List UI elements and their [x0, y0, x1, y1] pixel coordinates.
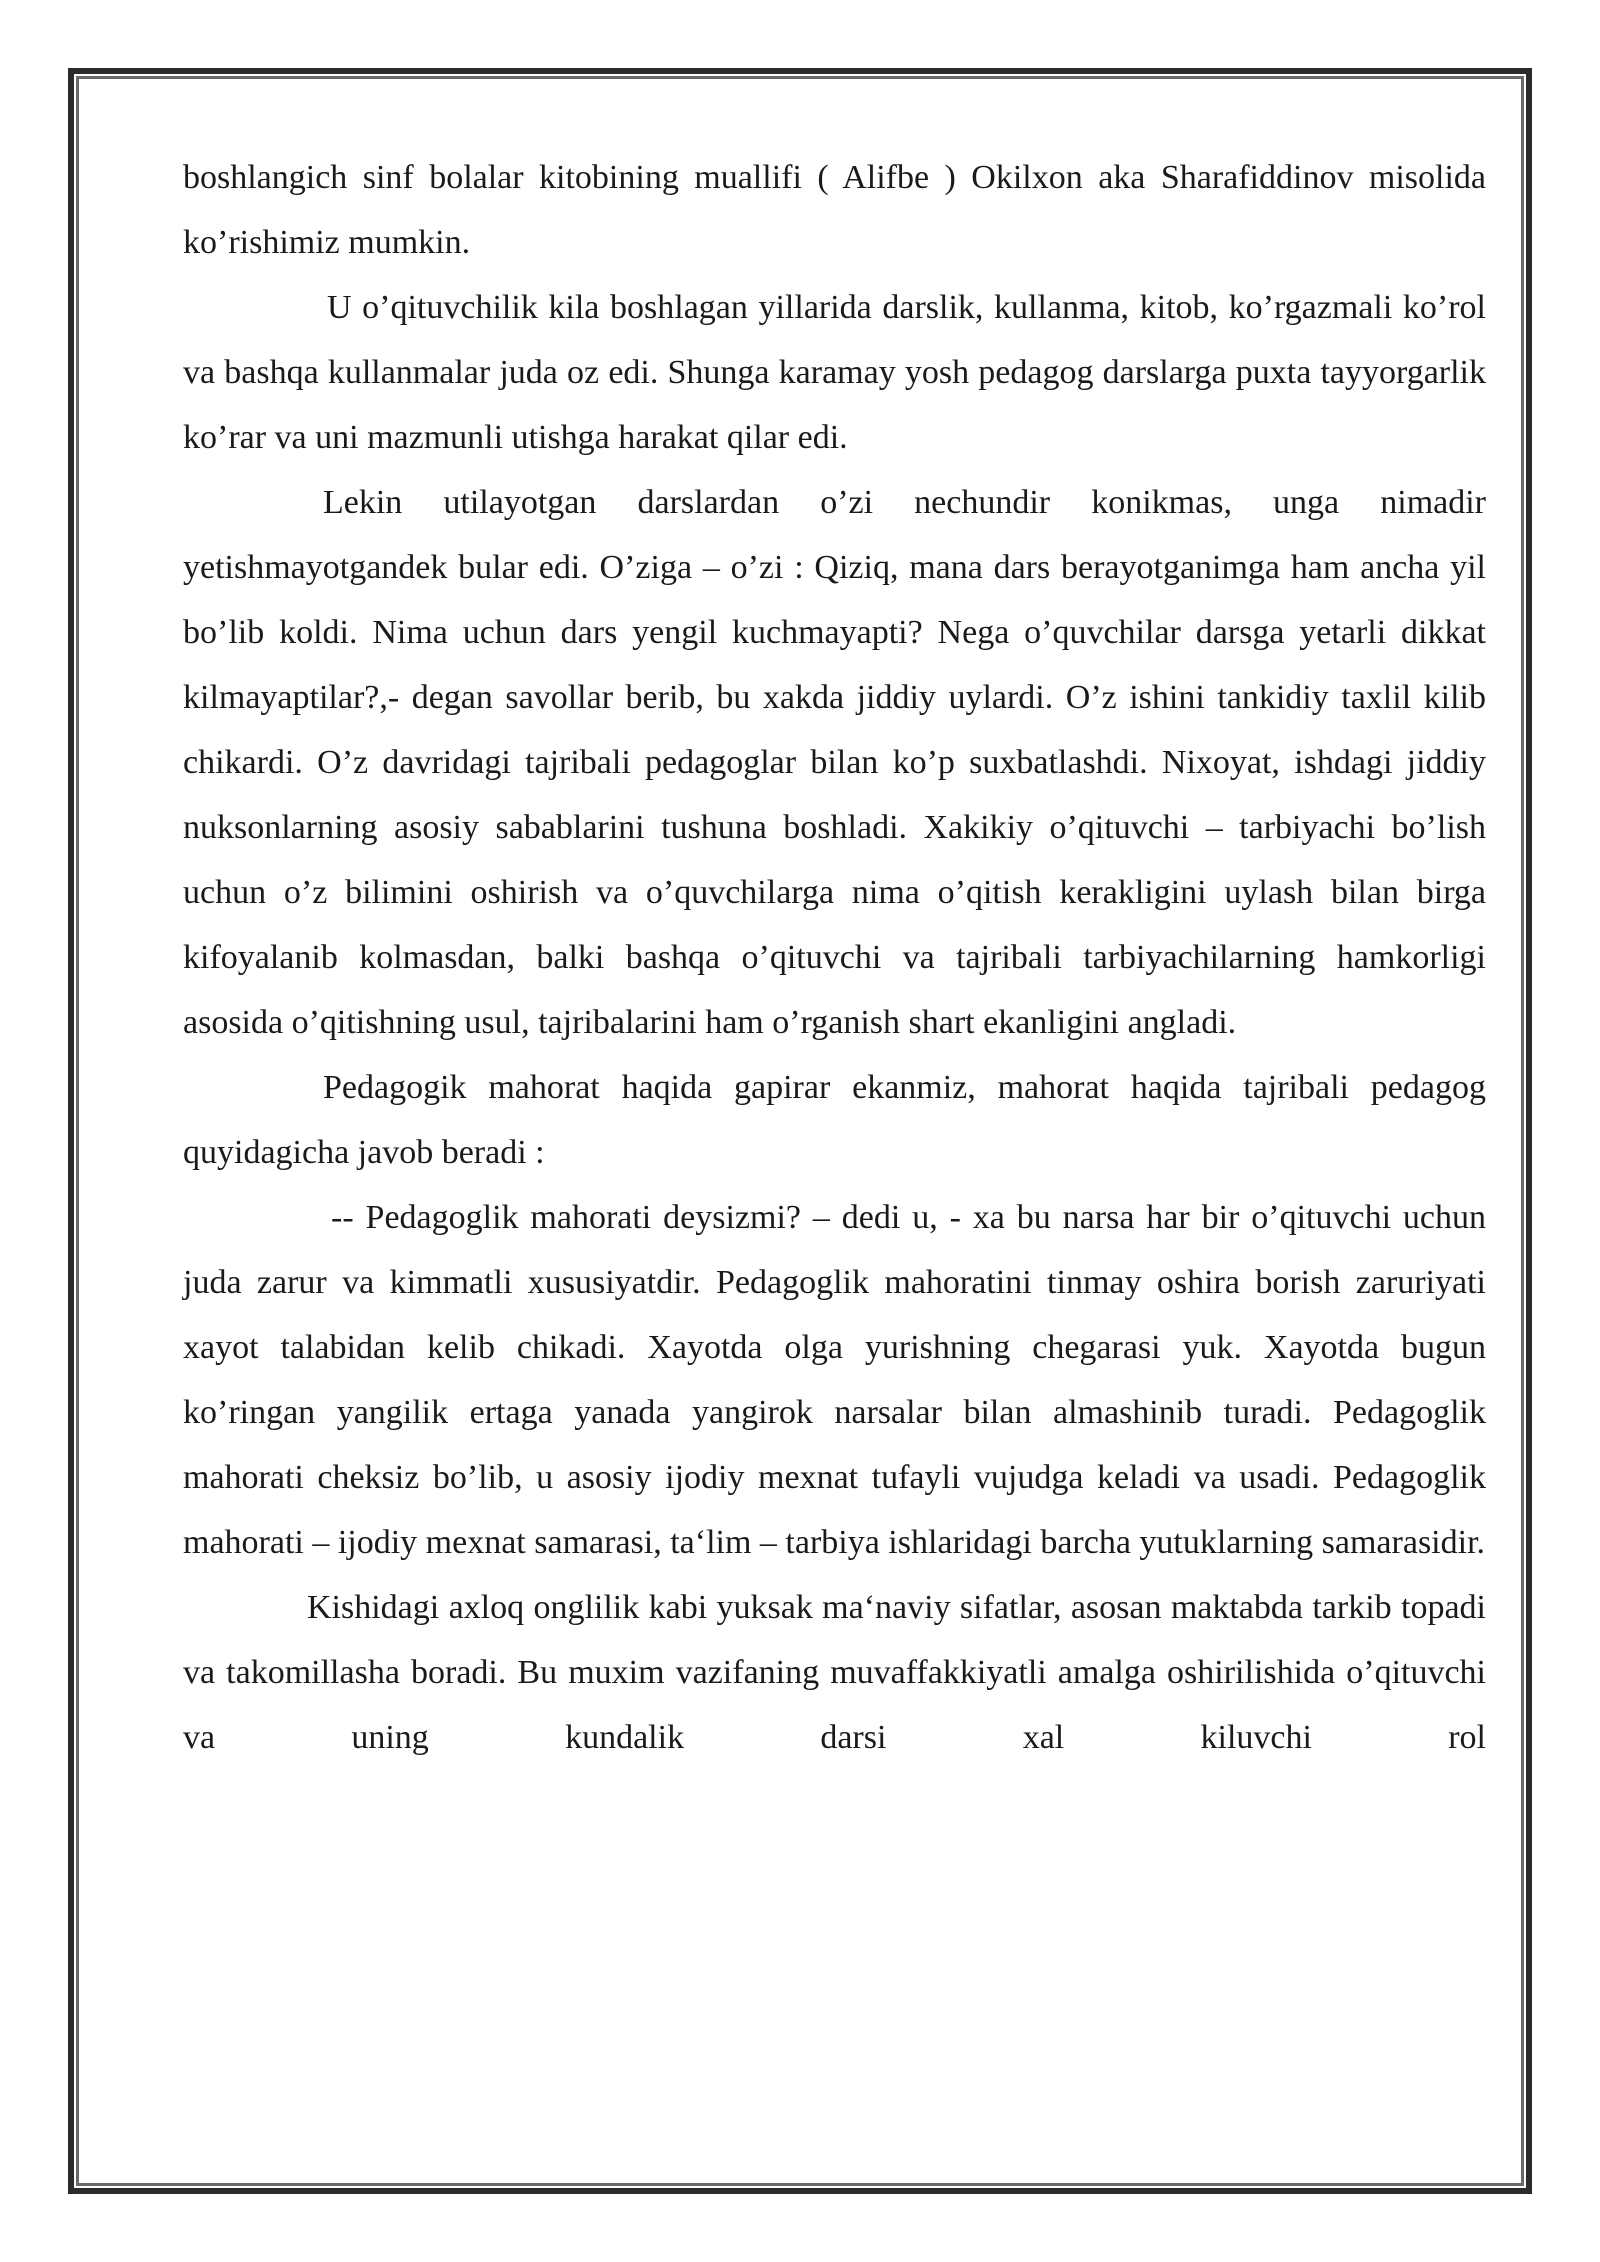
- paragraph-6: Kishidagi axloq onglilik kabi yuksak ma‘naviy sifatlar, asosan maktabda tarkib topadi va takomillasha boradi. Bu muxim vazifaning muvaffakkiyatli amalga oshirilishida o’qituvchi va uning kundalik darsi xal kiluvchi rol: [183, 1589, 1486, 1756]
- paragraph-5: -- Pedagoglik mahorati deysizmi? – dedi u, - xa bu narsa har bir o’qituvchi uchun juda zarur va kimmatli xususiyatdir. Pedagoglik mahoratini tinmay oshira borish zaruriyati xayot talabidan kelib chikadi. Xayotda olga yurishning chegarasi yuk. Xayotda bugun ko’ringan yangilik ertaga yanada yangirok narsalar bilan almashinib turadi. Pedagoglik mahorati cheksiz bo’lib, u asosiy ijodiy mexnat tufayli vujudga keladi va usadi. Pedagoglik mahorati – ijodiy mexnat samarasi, ta‘lim – tarbiya ishlaridagi barcha yutuklarning samarasidir.: [183, 1199, 1486, 1561]
- paragraph-1: boshlangich sinf bolalar kitobining muallifi ( Alifbe ) Okilxon aka Sharafiddinov misolida ko’rishimiz mumkin.: [183, 159, 1486, 261]
- document-body: [183, 145, 1486, 1770]
- paragraph-2: U o’qituvchilik kila boshlagan yillarida darslik, kullanma, kitob, ko’rgazmali ko’rol va bashqa kullanmalar juda oz edi. Shunga karamay yosh pedagog darslarga puxta tayyorgarlik ko’rar va uni mazmunli utishga harakat qilar edi.: [183, 289, 1486, 456]
- paragraph-4: Pedagogik mahorat haqida gapirar ekanmiz, mahorat haqida tajribali pedagog quyidagicha javob beradi :: [183, 1069, 1486, 1171]
- paragraph-3: Lekin utilayotgan darslardan o’zi nechundir konikmas, unga nimadir yetishmayotgandek bular edi. O’ziga – o’zi : Qiziq, mana dars berayotganimga ham ancha yil bo’lib koldi. Nima uchun dars yengil kuchmayapti? Nega o’quvchilar darsga yetarli dikkat kilmayaptilar?,- degan savollar berib, bu xakda jiddiy uylardi. O’z ishini tankidiy taxlil kilib chikardi. O’z davridagi tajribali pedagoglar bilan ko’p suxbatlashdi. Nixoyat, ishdagi jiddiy nuksonlarning asosiy sabablarini tushuna boshladi. Xakikiy o’qituvchi – tarbiyachi bo’lish uchun o’z bilimini oshirish va o’quvchilarga nima o’qitish kerakligini uylash bilan birga kifoyalanib kolmasdan, balki bashqa o’qituvchi va tajribali tarbiyachilarning hamkorligi asosida o’qitishning usul, tajribalarini ham o’rganish shart ekanligini angladi.: [183, 484, 1486, 1041]
